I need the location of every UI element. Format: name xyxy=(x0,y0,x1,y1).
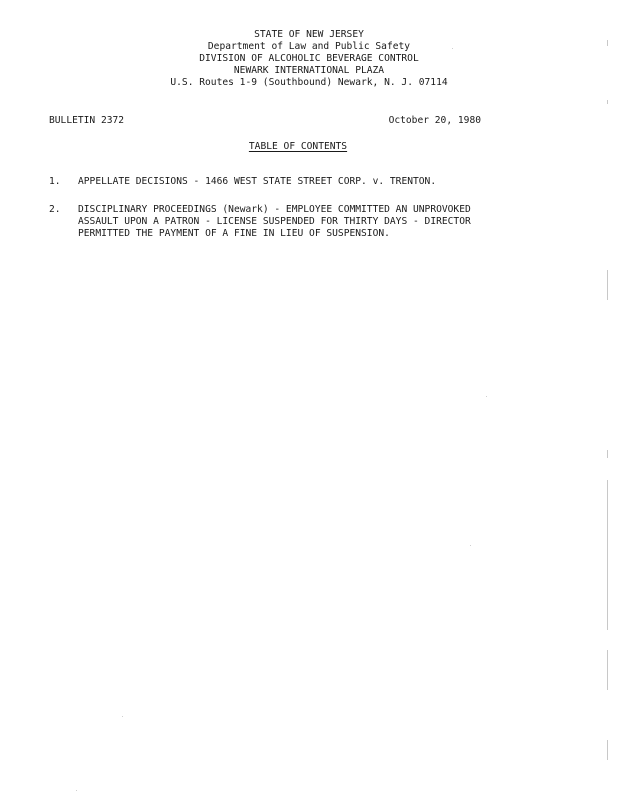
letterhead-division: DIVISION OF ALCOHOLIC BEVERAGE CONTROL xyxy=(199,53,419,64)
scan-speck xyxy=(76,790,77,791)
toc-item-number: 1. xyxy=(49,176,61,187)
scan-speck xyxy=(470,545,471,546)
scan-mark xyxy=(607,480,608,630)
toc-list xyxy=(49,176,509,256)
toc-item-number: 2. xyxy=(49,204,61,215)
letterhead-state: STATE OF NEW JERSEY xyxy=(254,29,364,40)
scan-mark xyxy=(607,100,608,104)
scan-speck xyxy=(452,48,453,49)
scan-edge-marks xyxy=(607,40,610,780)
bulletin-number: BULLETIN 2372 xyxy=(49,115,125,126)
letterhead-department: Department of Law and Public Safety xyxy=(207,41,411,52)
scan-mark xyxy=(607,270,608,300)
scan-speck xyxy=(122,716,123,717)
letterhead-address: U.S. Routes 1-9 (Southbound) Newark, N. J. 07114 xyxy=(170,77,448,88)
scan-mark xyxy=(607,40,608,46)
scan-speck xyxy=(486,396,487,397)
toc-title: TABLE OF CONTENTS xyxy=(248,141,348,152)
toc-item-text: DISCIPLINARY PROCEEDINGS (Newark) - EMPLOYEE COMMITTED AN UNPROVOKED ASSAULT UPON A PATRON - LICENSE SUSPENDED FOR THIRTY DAYS - DIRECTOR PERMITTED THE PAYMENT OF A FINE IN LIEU OF SUSPENSION. xyxy=(78,204,471,239)
scan-mark xyxy=(607,450,608,458)
letterhead-plaza: NEWARK INTERNATIONAL PLAZA xyxy=(233,65,385,76)
scan-mark xyxy=(607,650,608,690)
bulletin-date: October 20, 1980 xyxy=(388,115,481,126)
toc-item xyxy=(49,176,509,188)
letterhead xyxy=(0,29,618,89)
scan-mark xyxy=(607,740,608,760)
toc-item-text: APPELLATE DECISIONS - 1466 WEST STATE STREET CORP. v. TRENTON. xyxy=(78,176,437,187)
bulletin-row xyxy=(49,115,481,127)
toc-item xyxy=(49,204,509,240)
